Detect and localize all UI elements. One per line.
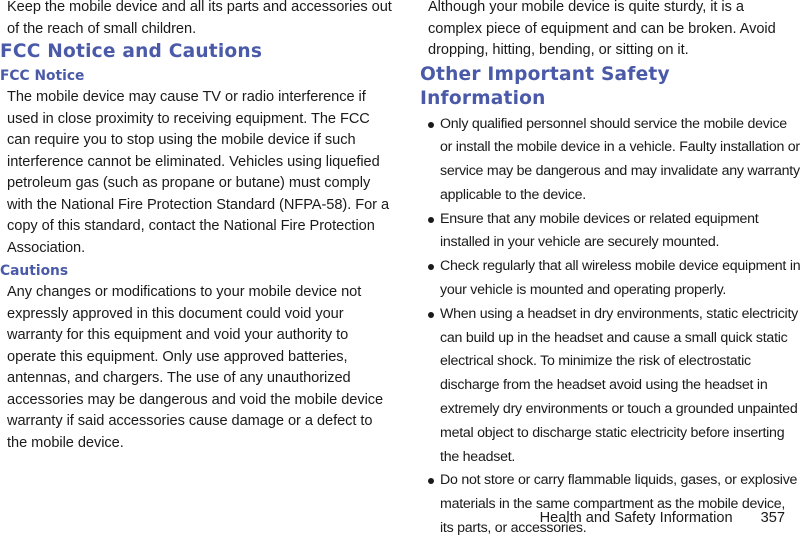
list-item: Ensure that any mobile devices or related equipment installed in your vehicle are securely mounted.: [420, 208, 801, 256]
sturdy-paragraph: Although your mobile device is quite sturdy, it is a complex piece of equipment and can be broken. Avoid dropping, hitting, bending, or sitting on it.: [428, 0, 776, 58]
right-column: [420, 0, 801, 541]
list-item: Do not store or carry flammable liquids, gases, or explosive materials in the same compartment as the mobile device, its parts, or accessories.: [420, 469, 801, 540]
bullet-icon: [428, 312, 434, 318]
intro-paragraph: Keep the mobile device and all its parts and accessories out of the reach of small children.: [7, 0, 392, 37]
bullet-icon: [428, 217, 434, 223]
cautions-paragraph: Any changes or modifications to your mobile device not expressly approved in this document could void your warranty for this equipment and void your authority to operate this equipment. Only use approved batteries, antennas, and chargers. The use of any unauthorized accessories may be dangerous and void the mobile device warranty if said accessories cause damage or a defect to the mobile device.: [7, 284, 384, 451]
cautions-heading: Cautions: [0, 263, 69, 279]
list-item: Only qualified personnel should service the mobile device or install the mobile device in a vehicle. Faulty installation or service may be dangerous and may invalidate any warranty applicable to the device.: [420, 113, 801, 208]
fcc-notice-paragraph: The mobile device may cause TV or radio interference if used in close proximity to receiving equipment. The FCC can require you to stop using the mobile device if such interference cannot be eliminated. Vehicles using liquefied petroleum gas (such as propane or butane) must comply with the National Fire Protection Standard (NFPA-58). For a copy of this standard, contact the National Fire Protection Association.: [7, 89, 390, 256]
safety-bullet-list: [420, 113, 801, 541]
page-number: 357: [760, 510, 785, 526]
footer-section-title: Health and Safety Information: [539, 510, 733, 526]
list-item: Check regularly that all wireless mobile device equipment in your vehicle is mounted and operating properly.: [420, 255, 801, 303]
bullet-icon: [428, 264, 434, 270]
page-footer: [540, 508, 785, 528]
fcc-heading: FCC Notice and Cautions: [0, 41, 263, 62]
list-item: When using a headset in dry environments, static electricity can build up in the headset and cause a small quick static electrical shock. To minimize the risk of electrostatic discharge from the headset avoid using the headset in extremely dry environments or touch a grounded unpainted metal object to discharge static electricity before inserting the headset.: [420, 303, 801, 470]
fcc-notice-heading: FCC Notice: [0, 68, 85, 84]
bullet-icon: [428, 122, 434, 128]
left-column: [0, 0, 392, 454]
bullet-icon: [428, 478, 434, 484]
other-safety-heading: Other Important Safety Information: [420, 63, 670, 109]
